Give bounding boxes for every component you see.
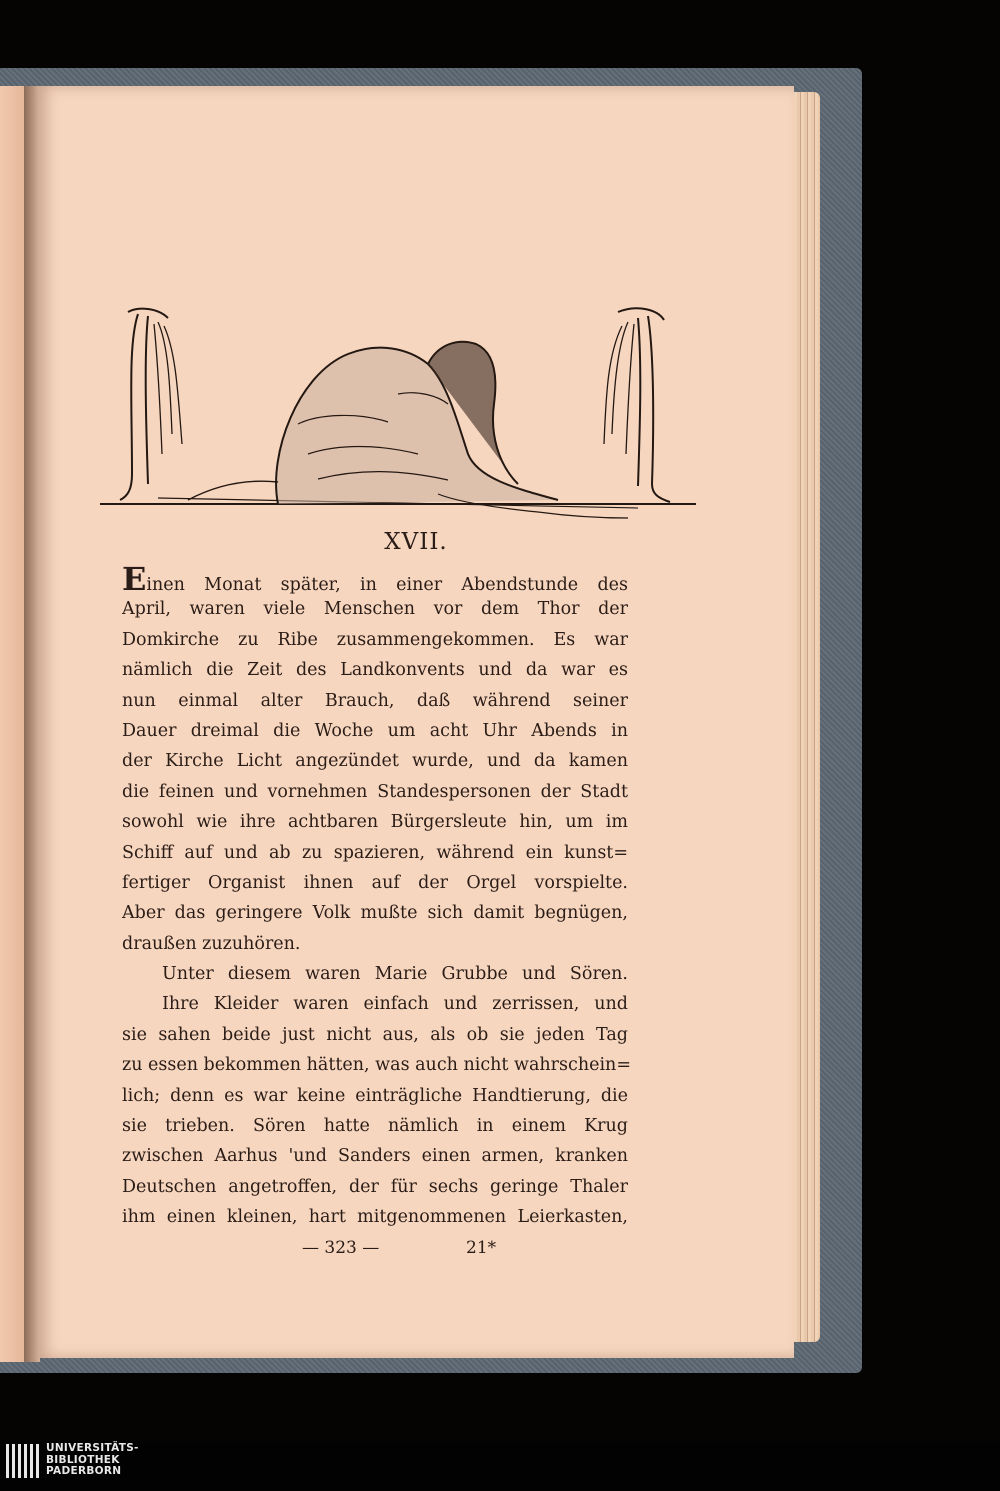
body-text (122, 560, 631, 1233)
library-name-line3: PADERBORN (46, 1465, 122, 1477)
text-line: Einen Monat später, in einer Abendstunde des (122, 560, 628, 598)
text-line: sie sahen beide just nicht aus, als ob sie jeden Tag (122, 1024, 628, 1045)
text-line: Dauer dreimal die Woche um acht Uhr Abends in (122, 720, 628, 741)
text-line: Deutschen angetroffen, der für sechs geringe Thaler (122, 1176, 628, 1197)
chapter-illustration (98, 304, 698, 532)
text-line: nun einmal alter Brauch, daß während seiner (122, 690, 628, 711)
text-line: Unter diesem waren Marie Grubbe und Sören. (162, 964, 628, 985)
text-line: April, waren viele Menschen vor dem Thor der (122, 599, 628, 620)
drop-cap: E (122, 560, 147, 598)
text-line: Aber das geringere Volk mußte sich damit begnügen, (122, 903, 628, 924)
library-name (46, 1443, 139, 1478)
book-page (38, 86, 794, 1358)
text-line: draußen zuzuhören. (122, 933, 301, 954)
text-line: fertiger Organist ihnen auf der Orgel vorspielte. (122, 872, 628, 893)
text-line: die feinen und vornehmen Standespersonen der Stadt (122, 781, 628, 802)
text-line: zwischen Aarhus 'und Sanders einen armen, kranken (122, 1146, 628, 1167)
page-edges (790, 92, 820, 1342)
library-name-line1: UNIVERSITÄTS- (46, 1442, 139, 1454)
text-line: Ihre Kleider waren einfach und zerrissen, und (162, 994, 628, 1015)
text-line: sowohl wie ihre achtbaren Bürgersleute hin, um im (122, 812, 628, 833)
text-line: ihm einen kleinen, hart mitgenommenen Leierkasten, (122, 1207, 628, 1228)
text-line: zu essen bekommen hätten, was auch nicht wahrschein= (122, 1055, 631, 1076)
text-line: der Kirche Licht angezündet wurde, und da kamen (122, 751, 628, 772)
library-name-line2: BIBLIOTHEK (46, 1453, 120, 1466)
library-logo-icon (6, 1444, 40, 1478)
page-number: — 323 — (302, 1238, 380, 1258)
text-line: sie trieben. Sören hatte nämlich in einem Krug (122, 1116, 628, 1137)
chapter-number: XVII. (384, 529, 448, 555)
text-line: Schiff auf und ab zu spazieren, während ein kunst= (122, 842, 628, 863)
text-line: lich; denn es war keine einträgliche Handtierung, die (122, 1085, 628, 1106)
left-page-edge (0, 86, 24, 1362)
text-line: nämlich die Zeit des Landkonvents und da war es (122, 660, 628, 681)
text-line: Domkirche zu Ribe zusammengekommen. Es war (122, 629, 628, 650)
library-footer (0, 1441, 1000, 1491)
signature-mark: 21* (466, 1238, 497, 1258)
